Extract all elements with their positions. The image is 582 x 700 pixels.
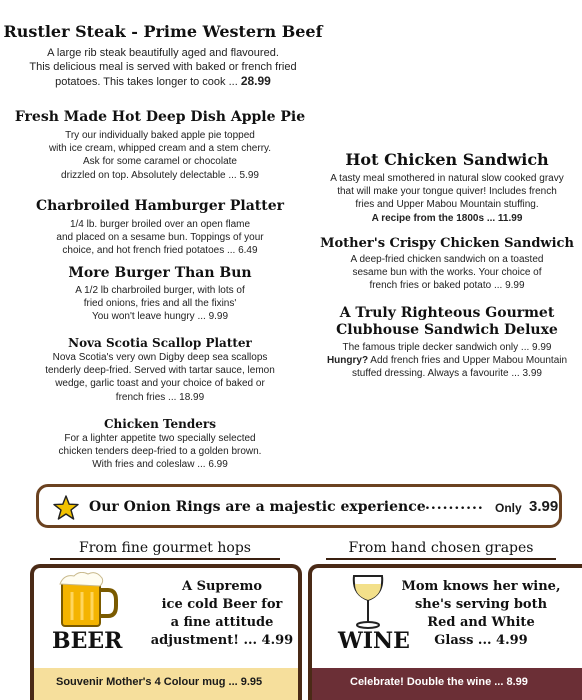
item-title: More Burger Than Bun	[68, 265, 252, 281]
item-description: Nova Scotia's very own Digby deep sea scallops tenderly deep-fried. Served with tartar sauce, lemon wedge, garlic toast and your choice of baked or french fries ... 18.99	[45, 352, 275, 403]
menu-item-more-burger	[10, 265, 310, 324]
item-title: Hot Chicken Sandwich	[345, 150, 549, 169]
item-description: A 1/2 lb charbroiled burger, with lots of fried onions, fries and all the fixins' You won't leave hungry ... 9.99	[75, 285, 245, 323]
item-title: Mother's Crispy Chicken Sandwich	[320, 236, 574, 251]
menu-item-scallop-platter	[10, 336, 310, 404]
wine-panel	[308, 564, 582, 700]
star-icon	[53, 495, 79, 521]
beer-footer-text: Souvenir Mother's 4 Colour mug ... 9.95	[56, 676, 263, 688]
wine-heading-group	[326, 540, 556, 560]
menu-item-hamburger-platter	[10, 198, 310, 258]
wine-heading-underline	[326, 558, 556, 560]
menu-item-crispy-chicken-sandwich	[312, 236, 582, 293]
beer-heading-group	[50, 540, 280, 560]
item-description: A large rib steak beautifully aged and flavoured. This delicious meal is served with baked or french fried potatoes. This takes longer to cook ... 28.99	[29, 47, 297, 88]
menu-item-rustler-steak	[0, 22, 326, 89]
wine-footer-bar	[312, 668, 582, 700]
wine-description: Mom knows her wine, she's serving both Red and White Glass ... 4.99	[401, 579, 561, 648]
item-description: Try our individually baked apple pie topped with ice cream, whipped cream and a stem cherry. Ask for some caramel or chocolate drizzled on top. Absolutely delectable ... 5.99	[48, 130, 272, 181]
beer-word: BEER	[52, 628, 123, 654]
beer-heading: From fine gourmet hops	[79, 540, 251, 556]
onion-rings-only-label: Only	[495, 501, 522, 515]
onion-rings-text: Our Onion Rings are a majestic experience	[89, 499, 426, 515]
menu-item-chicken-tenders	[10, 417, 310, 472]
item-price: 28.99	[240, 74, 271, 88]
menu-item-apple-pie	[10, 109, 310, 182]
item-description: The famous triple decker sandwich only ... 9.99 Hungry? Add french fries and Upper Mabou Mountain stuffed dressing. Always a favourite ... 3.99	[326, 342, 568, 380]
beer-footer-bar	[34, 668, 298, 700]
onion-rings-price: 3.99	[529, 498, 559, 515]
beer-heading-underline	[50, 558, 280, 560]
wine-word: WINE	[338, 628, 410, 654]
item-title: Rustler Steak - Prime Western Beef	[3, 22, 323, 41]
beer-panel	[30, 564, 302, 700]
item-description: A deep-fried chicken sandwich on a toasted sesame bun with the works. Your choice of french fries or baked potato ... 9.99	[350, 254, 544, 292]
menu-item-clubhouse-sandwich	[312, 305, 582, 381]
item-description: For a lighter appetite two specially selected chicken tenders deep-fried to a golden brown. With fries and coleslaw ... 6.99	[58, 433, 262, 471]
onion-rings-banner	[36, 484, 562, 528]
menu-item-hot-chicken-sandwich	[312, 150, 582, 225]
beer-mug-icon	[56, 572, 120, 628]
wine-heading: From hand chosen grapes	[348, 540, 534, 556]
item-title: Nova Scotia Scallop Platter	[68, 336, 252, 350]
item-description: 1/4 lb. burger broiled over an open flame and placed on a sesame bun. Toppings of your choice, and hot french fried potatoes ... 6.49	[56, 219, 264, 257]
item-title: Fresh Made Hot Deep Dish Apple Pie	[14, 109, 306, 125]
item-title: Charbroiled Hamburger Platter	[35, 198, 284, 214]
onion-rings-leader-dots: ..........	[425, 497, 484, 513]
wine-footer-text: Celebrate! Double the wine ... 8.99	[350, 676, 528, 688]
item-title: A Truly Righteous Gourmet Clubhouse Sandwich Deluxe	[336, 305, 558, 338]
item-title: Chicken Tenders	[103, 417, 216, 431]
wine-glass-icon	[348, 574, 388, 630]
item-description: A tasty meal smothered in natural slow cooked gravy that will make your tongue quiver! Includes french fries and Upper Mabou Mountain stuffing. A recipe from the 1800s ... 11.99	[330, 173, 564, 224]
beer-description: A Supremo ice cold Beer for a fine attitude adjustment! ... 4.99	[150, 579, 294, 648]
